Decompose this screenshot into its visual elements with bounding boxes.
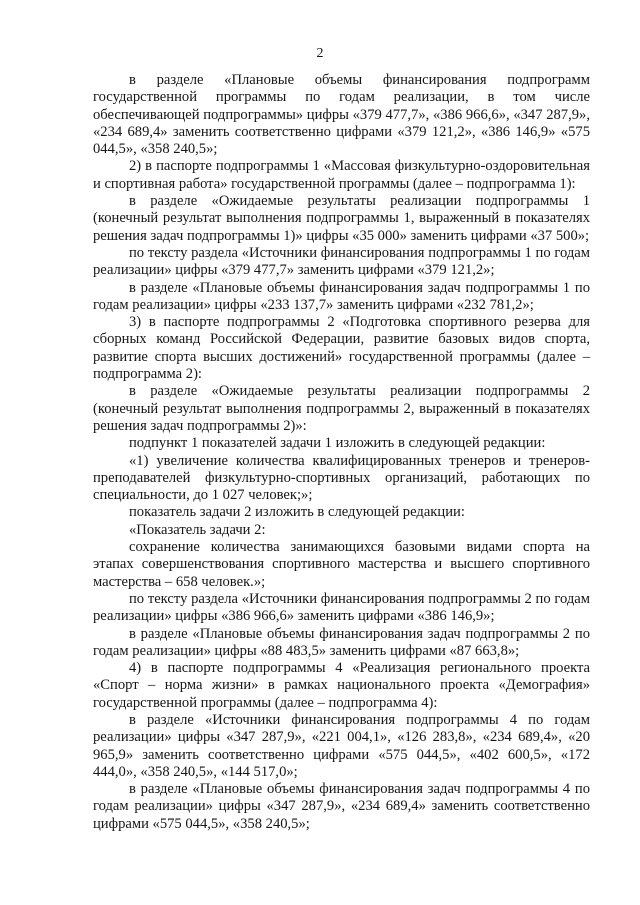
- paragraph: в разделе «Ожидаемые результаты реализации подпрограммы 2 (конечный результат выполнения подпрограммы 2, выраженный в показателях решения задач подпрограммы 2)»:: [93, 383, 590, 434]
- paragraph: в разделе «Плановые объемы финансирования задач подпрограммы 4 по годам реализации» цифры «347 287,9», «234 689,4» заменить соответственно цифрами «575 044,5», «358 240,5»;: [93, 781, 590, 832]
- paragraph: 2) в паспорте подпрограммы 1 «Массовая физкультурно-оздоровительная и спортивная работа» государственной программы (далее – подпрограмма 1):: [93, 158, 590, 192]
- document-body: [93, 72, 590, 833]
- paragraph: подпункт 1 показателей задачи 1 изложить в следующей редакции:: [129, 435, 546, 452]
- paragraph: «Показатель задачи 2:: [129, 521, 266, 538]
- page-number: 2: [316, 46, 324, 61]
- paragraph: по тексту раздела «Источники финансирования подпрограммы 1 по годам реализации» цифры «379 477,7» заменить цифрами «379 121,2»;: [93, 244, 590, 279]
- paragraph: в разделе «Ожидаемые результаты реализации подпрограммы 1 (конечный результат выполнения подпрограммы 1, выраженный в показателях решения задач подпрограммы 1)» цифры «35 000» заменить цифрами «37 500»;: [93, 193, 590, 244]
- paragraph: в разделе «Плановые объемы финансирования задач подпрограммы 2 по годам реализации» цифры «88 483,5» заменить цифрами «87 663,8»;: [93, 625, 590, 659]
- paragraph: показатель задачи 2 изложить в следующей редакции:: [129, 504, 465, 521]
- paragraph: в разделе «Источники финансирования подпрограммы 4 по годам реализации» цифры «347 287,9», «221 004,1», «126 283,8», «234 689,4», «20 965,9» заменить соответственно цифрами «575 044,5», «402 600,5», «172 444,0», «358 240,5», «144 517,0»;: [93, 711, 590, 780]
- paragraph: «1) увеличение количества квалифицированных тренеров и тренеров-преподавателей физкультурно-спортивных организаций, работающих по специальности, до 1 027 человек;»;: [93, 452, 590, 504]
- paragraph: сохранение количества занимающихся базовыми видами спорта на этапах совершенствования спортивного мастерства и высшего спортивного мастерства – 658 человек.»;: [93, 539, 590, 590]
- paragraph: 3) в паспорте подпрограммы 2 «Подготовка спортивного резерва для сборных команд Российской Федерации, развитие базовых видов спорта, развитие спорта высших достижений» государственной программы (далее – подпрограмма 2):: [93, 314, 590, 383]
- paragraph: 4) в паспорте подпрограммы 4 «Реализация регионального проекта «Спорт – норма жизни» в рамках национального проекта «Демография» государственной программы (далее – подпрограмма 4):: [93, 660, 590, 711]
- paragraph: в разделе «Плановые объемы финансирования подпрограмм государственной программы по годам реализации, в том числе обеспечивающей подпрограммы» цифры «379 477,7», «386 966,6», «347 287,9», «234 689,4» заменить соответственно цифрами «379 121,2», «386 146,9» «575 044,5», «358 240,5»;: [93, 72, 590, 158]
- paragraph: по тексту раздела «Источники финансирования подпрограммы 2 по годам реализации» цифры «386 966,6» заменить цифрами «386 146,9»;: [93, 590, 590, 625]
- paragraph: в разделе «Плановые объемы финансирования задач подпрограммы 1 по годам реализации» цифры «233 137,7» заменить цифрами «232 781,2»;: [93, 279, 590, 313]
